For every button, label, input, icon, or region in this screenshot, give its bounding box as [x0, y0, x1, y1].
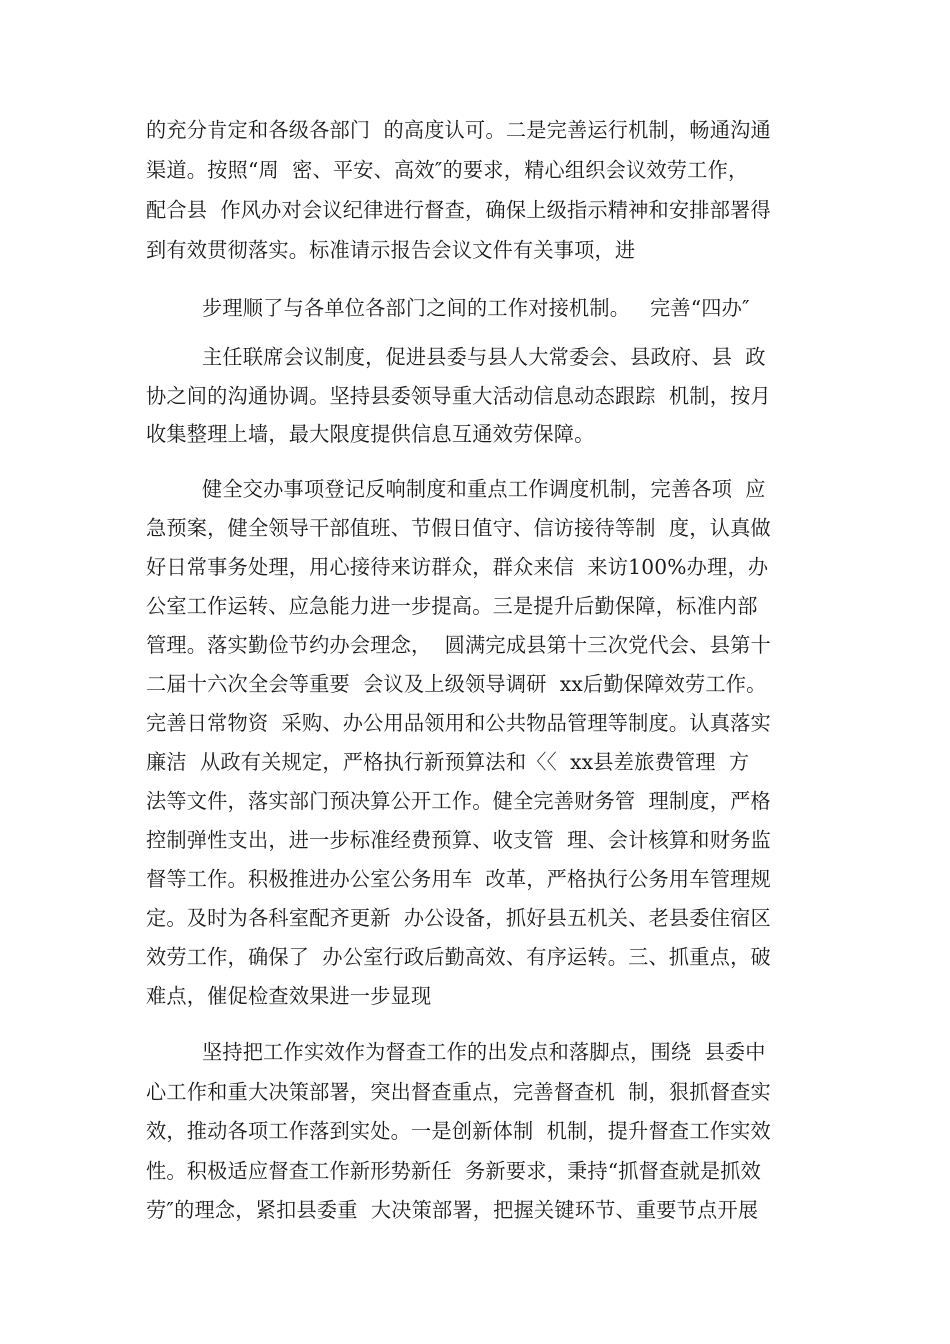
text-line: 廉洁 从政有关规定，严格执行新预算法和〈〈 xx县差旅费管理 方 [146, 750, 750, 774]
text-line: 管理。落实勤俭节约办会理念， 圆满完成县第十三次党代会、县第十 [146, 633, 771, 657]
text-line: 性。积极适应督查工作新形势新任 务新要求，秉持“抓督查就是抓效 [146, 1159, 761, 1183]
text-line: 定。及时为各科室配齐更新 办公设备，抓好县五机关、老县委住宿区 [146, 906, 771, 930]
text-line: 主任联席会议制度，促进县委与县人大常委会、县政府、县 政 [202, 345, 766, 369]
text-line: 收集整理上墙，最大限度提供信息互通效劳保障。 [146, 422, 595, 446]
text-line: 法等文件，落实部门预决算公开工作。健全完善财务管 理制度，严格 [146, 789, 771, 813]
text-line: 心工作和重大决策部署，突出督查重点，完善督查机 制，狠抓督查实 [146, 1080, 771, 1104]
text-line: 健全交办事项登记反响制度和重点工作调度机制，完善各项 应 [202, 477, 766, 501]
text-line: 到有效贯彻落实。标准请示报告会议文件有关事项，进 [146, 238, 636, 262]
text-line: 效劳工作，确保了 办公室行政后勤高效、有序运转。三、抓重点，破 [146, 945, 771, 969]
text-line: 难点，催促检查效果进一步显现 [146, 984, 432, 1008]
text-line: 协之间的沟通协调。坚持县委领导重大活动信息动态跟踪 机制，按月 [146, 384, 771, 408]
text-line: 效，推动各项工作落到实处。一是创新体制 机制，提升督查工作实效 [146, 1119, 771, 1143]
text-line: 配合县 作风办对会议纪律进行督查，确保上级指示精神和安排部署得 [146, 198, 771, 222]
text-line: 好日常事务处理，用心接待来访群众，群众来信 来访100%办理，办 [146, 555, 769, 579]
text-line: 坚持把工作实效作为督查工作的出发点和落脚点，围绕 县委中 [202, 1040, 766, 1064]
text-line: 督等工作。积极推进办公室公务用车 改革，严格执行公务用车管理规 [146, 867, 771, 891]
text-line: 公室工作运转、应急能力进一步提高。三是提升后勤保障，标准内部 [146, 594, 758, 618]
text-line: 步理顺了与各单位各部门之间的工作对接机制。 完善“四办″ [202, 296, 750, 320]
text-line: 完善日常物资 采购、办公用品领用和公共物品管理等制度。认真落实 [146, 711, 771, 735]
text-line: 劳″的理念，紧扣县委重 大决策部署，把握关键环节、重要节点开展 [146, 1198, 759, 1222]
text-line: 控制弹性支出，进一步标准经费预算、收支管 理、会计核算和财务监 [146, 828, 771, 852]
text-line: 渠道。按照“周 密、平安、高效″的要求，精心组织会议效劳工作， [146, 158, 749, 182]
text-line: 急预案，健全领导干部值班、节假日值守、信访接待等制 度，认真做 [146, 516, 771, 540]
text-line: 的充分肯定和各级各部门 的高度认可。二是完善运行机制，畅通沟通 [146, 118, 771, 142]
text-line: 二届十六次全会等重要 会议及上级领导调研 xx后勤保障效劳工作。 [146, 672, 767, 696]
